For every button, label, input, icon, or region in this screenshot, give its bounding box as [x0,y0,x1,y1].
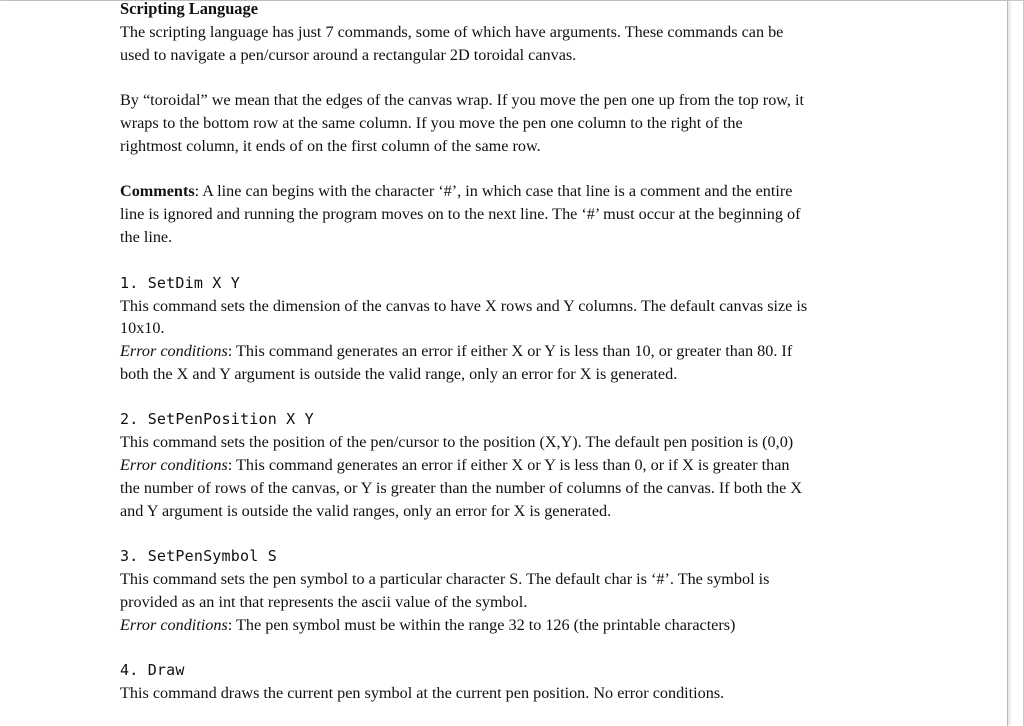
command-signature: 1. SetDim X Y [120,273,240,292]
comments-label: Comments [120,182,195,201]
paragraph-gap [120,249,910,272]
text-line: This command sets the dimension of the canvas to have X rows and Y columns. The default canvas size is [120,296,808,315]
error-text: : This command generates an error if either X or Y is less than 10, or greater than 80. If [227,342,793,361]
comments-text: : A line can begins with the character ‘#’, in which case that line is a comment and the entire [194,182,793,201]
section-heading: Scripting Language [120,0,258,18]
text-line: This command draws the current pen symbol at the current pen position. No error conditions. [120,684,725,703]
command-setdim [120,272,910,386]
text-line: This command sets the position of the pen/cursor to the position (X,Y). The default pen position is (0,0) [120,433,794,452]
text-line: both the X and Y argument is outside the valid range, only an error for X is generated. [120,364,678,383]
text-line: This command sets the pen symbol to a particular character S. The default char is ‘#’. The symbol is [120,570,770,589]
command-setpenposition [120,408,910,522]
command-signature: 3. SetPenSymbol S [120,547,277,566]
text-line: used to navigate a pen/cursor around a rectangular 2D toroidal canvas. [120,45,577,64]
command-draw [120,659,910,705]
document-content [120,0,910,705]
error-text: : The pen symbol must be within the range 32 to 126 (the printable characters) [227,615,736,634]
comments-paragraph [120,180,910,248]
paragraph-gap [120,66,910,89]
text-line: and Y argument is outside the valid ranges, only an error for X is generated. [120,501,612,520]
toroidal-paragraph [120,89,910,157]
text-line: the line. [120,227,173,246]
text-line: By “toroidal” we mean that the edges of the canvas wrap. If you move the pen one up from the top row, it [120,91,805,110]
text-line [120,180,910,203]
paragraph-gap [120,637,910,660]
text-line: the number of rows of the canvas, or Y is greater than the number of columns of the canvas. If both the X [120,478,803,497]
error-label: Error conditions [120,615,228,634]
paragraph-gap [120,386,910,409]
intro-paragraph [120,21,910,67]
paragraph-gap [120,158,910,181]
text-line: The scripting language has just 7 commands, some of which have arguments. These commands can be [120,22,784,41]
error-text: : This command generates an error if either X or Y is less than 0, or if X is greater than [227,456,790,475]
command-setpensymbol [120,545,910,636]
text-line [120,454,910,477]
paragraph-gap [120,523,910,546]
error-label: Error conditions [120,342,228,361]
error-label: Error conditions [120,456,228,475]
command-signature: 4. Draw [120,661,185,680]
text-line: wraps to the bottom row at the same column. If you move the pen one column to the right of the [120,113,743,132]
text-line [120,340,910,363]
command-signature: 2. SetPenPosition X Y [120,410,314,429]
text-line [120,614,910,637]
text-line: rightmost column, it ends of on the first column of the same row. [120,136,541,155]
text-line: line is ignored and running the program moves on to the next line. The ‘#’ must occur at the beginning of [120,205,801,224]
text-line: provided as an int that represents the ascii value of the symbol. [120,592,528,611]
text-line: 10x10. [120,319,165,338]
document-page [0,1,1008,726]
